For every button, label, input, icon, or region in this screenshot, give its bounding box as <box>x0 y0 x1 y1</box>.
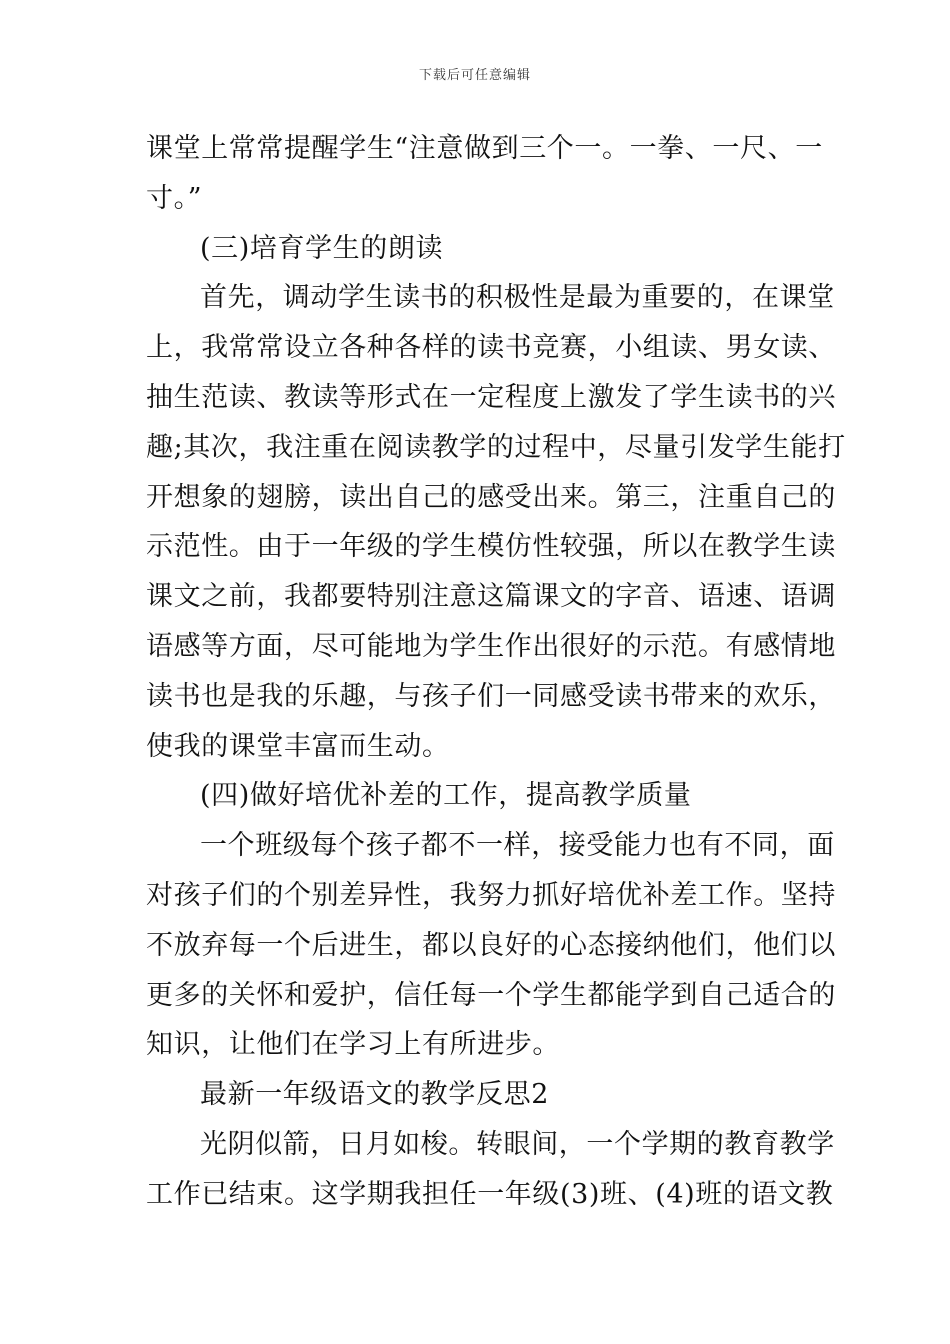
text-line: 知识，让他们在学习上有所进步。 <box>146 1029 560 1061</box>
text-line: 趣;其次，我注重在阅读教学的过程中，尽量引发学生能打 <box>146 431 846 463</box>
document-body <box>146 124 846 1220</box>
text-line: 课堂上常常提醒学生“注意做到三个一。一拳、一尺、一 <box>146 133 823 164</box>
text-line: 一个班级每个孩子都不一样，接受能力也有不同，面 <box>200 830 835 862</box>
text-line: 语感等方面，尽可能地为学生作出很好的示范。有感情地 <box>146 630 836 662</box>
section-heading: (三)培育学生的朗读 <box>200 232 444 264</box>
text-line: 上，我常常设立各种各样的读书竞赛，小组读、男女读、 <box>146 332 836 364</box>
text-line: 读书也是我的乐趣，与孩子们一同感受读书带来的欢乐， <box>146 680 836 712</box>
text-line: 不放弃每一个后进生，都以良好的心态接纳他们，他们以 <box>146 929 836 961</box>
text-line: 工作已结束。这学期我担任一年级(3)班、(4)班的语文教 <box>146 1178 834 1210</box>
text-line: 光阴似箭，日月如梭。转眼间，一个学期的教育教学 <box>200 1128 835 1160</box>
text-line: 首先，调动学生读书的积极性是最为重要的，在课堂 <box>200 282 835 314</box>
text-line: 寸。” <box>146 182 203 214</box>
text-line: 课文之前，我都要特别注意这篇课文的字音、语速、语调 <box>146 581 836 613</box>
text-line: 使我的课堂丰富而生动。 <box>146 730 450 762</box>
section-heading: (四)做好培优补差的工作，提高教学质量 <box>200 780 692 812</box>
text-line: 示范性。由于一年级的学生模仿性较强，所以在教学生读 <box>146 531 836 563</box>
page-header-note: 下载后可任意编辑 <box>418 68 531 83</box>
text-line: 更多的关怀和爱护，信任每一个学生都能学到自己适合的 <box>146 979 836 1011</box>
text-line: 抽生范读、教读等形式在一定程度上激发了学生读书的兴 <box>146 381 836 413</box>
article-title: 最新一年级语文的教学反思2 <box>200 1079 549 1111</box>
text-line: 开想象的翅膀，读出自己的感受出来。第三，注重自己的 <box>146 481 836 513</box>
text-line: 对孩子们的个别差异性，我努力抓好培优补差工作。坚持 <box>146 879 836 911</box>
